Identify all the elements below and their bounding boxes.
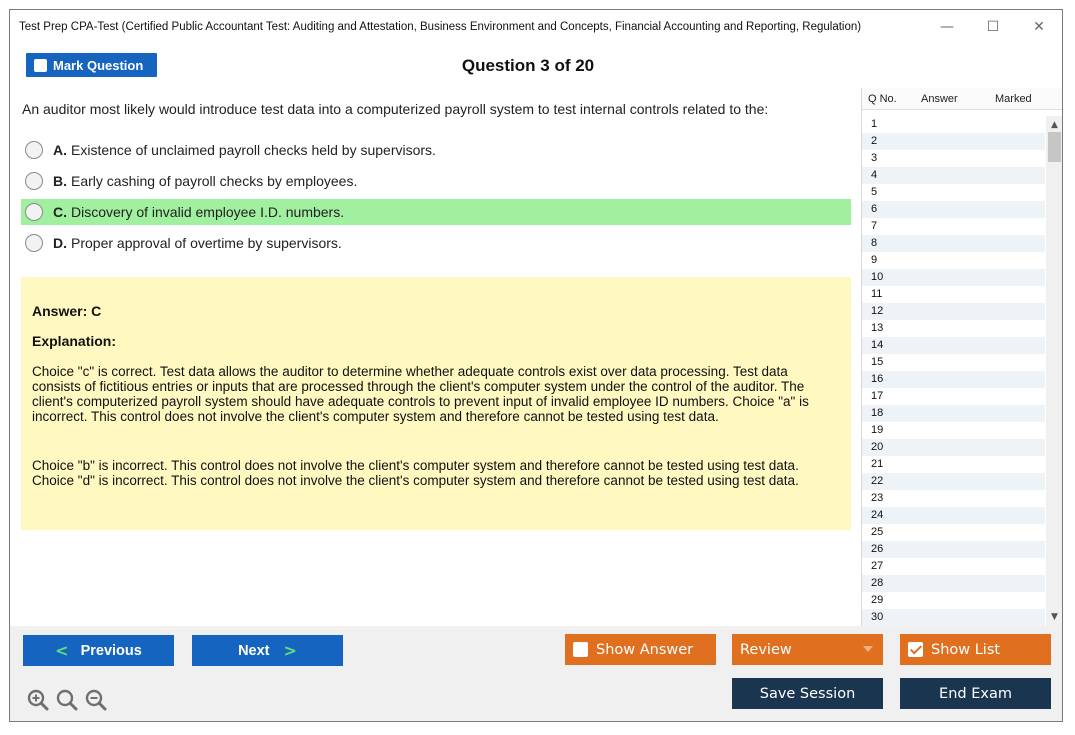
question-list-row[interactable]: 27 [871,560,884,572]
title-bar [10,10,1062,44]
question-list-row[interactable]: 25 [871,526,884,538]
next-button[interactable] [192,635,343,666]
app-window [9,9,1063,722]
previous-label: Previous [80,642,142,659]
question-list-row[interactable]: 4 [862,167,1045,184]
scroll-up-icon[interactable]: ▲ [1051,120,1058,130]
minimize-button[interactable]: — [940,19,954,35]
option-letter: D. [53,235,67,251]
show-list-button[interactable] [900,634,1051,665]
question-list-row[interactable]: 12 [862,303,1045,320]
question-list-row[interactable]: 13 [871,322,884,334]
show-answer-label: Show Answer [596,641,694,658]
checkbox-icon [573,642,588,657]
dropdown-arrow-icon [863,646,873,652]
question-header [10,44,1062,88]
question-list-row[interactable]: 26 [862,541,1045,558]
chevron-left-icon: < [55,641,69,660]
option-text: Existence of unclaimed payroll checks held by supervisors. [71,142,436,158]
explanation-paragraph-2: Choice "b" is incorrect. This control does not involve the client's computer system and therefore cannot be tested using test data. Choice "d" is incorrect. This control does not involve the client's computer system and therefore cannot be tested using test data. [32,458,799,488]
answer-label: Answer: C [32,303,102,319]
column-header-marked[interactable]: Marked [995,92,1032,105]
window-title: Test Prep CPA-Test (Certified Public Accountant Test: Auditing and Attestation, Business Environment and Concepts, Financial Accounting and Reporting, Regulation) [19,21,862,33]
option-b[interactable] [21,168,851,194]
question-list-row[interactable]: 9 [871,254,878,266]
question-list-row[interactable]: 1 [871,118,878,130]
bottom-toolbar [10,626,1062,722]
review-label: Review [740,641,792,658]
option-text: Early cashing of payroll checks by employees. [71,173,358,189]
explanation-panel [21,277,851,530]
question-list-row[interactable]: 24 [862,507,1045,524]
question-list-row[interactable]: 15 [871,356,884,368]
option-c[interactable] [21,199,851,225]
option-text: Proper approval of overtime by supervisors. [71,235,342,251]
option-d[interactable] [21,230,851,256]
question-list-row[interactable]: 22 [862,473,1045,490]
question-list-row[interactable]: 17 [871,390,884,402]
checkbox-icon [34,59,47,72]
question-list-scrollbar[interactable] [1046,116,1063,626]
scroll-thumb[interactable] [1048,132,1061,162]
mark-question-button[interactable] [26,53,157,77]
question-list-panel [861,88,1063,626]
save-session-label: Save Session [759,685,856,702]
option-letter: A. [53,142,67,158]
question-list-row[interactable]: 8 [862,235,1045,252]
question-text: An auditor most likely would introduce test data into a computerized payroll system to test internal controls related to the: [22,101,769,117]
question-list-row[interactable]: 21 [871,458,884,470]
mark-question-label: Mark Question [53,57,144,73]
save-session-button[interactable] [732,678,883,709]
question-list-row[interactable]: 18 [862,405,1045,422]
explanation-heading: Explanation: [32,333,117,349]
question-list-row[interactable]: 28 [862,575,1045,592]
column-header-answer[interactable]: Answer [921,92,958,105]
show-answer-button[interactable] [565,634,716,665]
zoom-reset-icon[interactable] [55,688,79,712]
checkbox-checked-icon [908,642,923,657]
question-list-rows [862,116,1045,626]
zoom-in-icon[interactable] [26,688,50,712]
question-list-header [862,88,1063,110]
option-a[interactable] [21,137,851,163]
question-list-row[interactable]: 16 [862,371,1045,388]
radio-button-d[interactable] [25,234,43,252]
previous-button[interactable] [23,635,174,666]
zoom-out-icon[interactable] [84,688,108,712]
question-list-row[interactable]: 19 [871,424,884,436]
question-list-row[interactable]: 6 [862,201,1045,218]
end-exam-label: End Exam [939,685,1012,702]
maximize-button[interactable]: ☐ [986,19,1000,35]
question-list-row[interactable]: 10 [862,269,1045,286]
chevron-right-icon: > [283,641,297,660]
explanation-paragraph-1: Choice "c" is correct. Test data allows the auditor to determine whether adequate controls exist over data processing. Test data consists of fictitious entries or inputs that are processed through the client's computer system under the control of the auditor. The client's computerized payroll system should have adequate controls to prevent input of invalid employee ID numbers. Choice "a" is incorrect. This control does not involve the client's computer system and therefore cannot be tested using test data. [32,364,809,424]
question-list-row[interactable]: 7 [871,220,878,232]
radio-button-c[interactable] [25,203,43,221]
show-list-label: Show List [931,641,1001,658]
question-list-row[interactable]: 5 [871,186,878,198]
question-list-row[interactable]: 14 [862,337,1045,354]
close-button[interactable]: ✕ [1033,19,1045,35]
question-list-row[interactable]: 2 [862,133,1045,150]
question-counter: Question 3 of 20 [461,56,595,75]
next-label: Next [238,642,270,659]
option-text: Discovery of invalid employee I.D. numbers. [71,204,345,220]
question-list-row[interactable]: 30 [862,609,1045,626]
column-header-qno[interactable]: Q No. [868,92,897,105]
question-list-row[interactable]: 29 [871,594,884,606]
review-dropdown[interactable] [732,634,883,665]
question-list-row[interactable]: 11 [871,288,883,300]
scroll-down-icon[interactable]: ▼ [1051,612,1058,622]
option-letter: C. [53,204,67,220]
end-exam-button[interactable] [900,678,1051,709]
question-list-row[interactable]: 3 [871,152,878,164]
radio-button-b[interactable] [25,172,43,190]
option-letter: B. [53,173,67,189]
question-list-row[interactable]: 23 [871,492,884,504]
radio-button-a[interactable] [25,141,43,159]
question-list-row[interactable]: 20 [862,439,1045,456]
